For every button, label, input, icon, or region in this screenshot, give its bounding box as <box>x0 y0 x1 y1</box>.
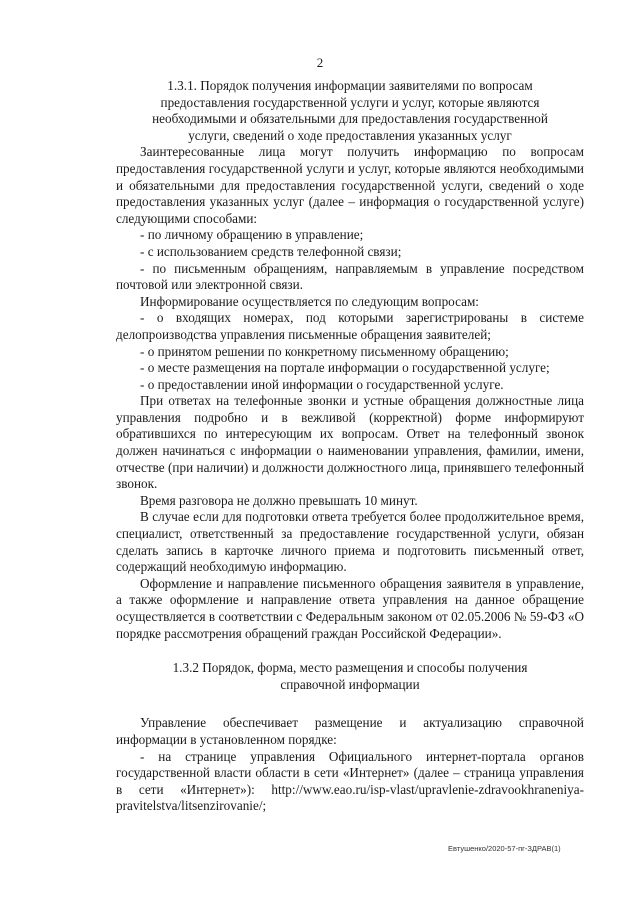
list-item: - о предоставлении иной информации о государственной услуге. <box>140 376 504 392</box>
spacer <box>116 642 584 660</box>
paragraph: Информирование осуществляется по следующим вопросам: <box>140 293 479 309</box>
list-item: - о входящих номерах, под которыми зарегистрированы в системе делопроизводства управления письменные обращения заявителей; <box>116 310 584 342</box>
list-item: - о принятом решении по конкретному письменному обращению; <box>140 343 509 359</box>
paragraph: Оформление и направление письменного обращения заявителя в управление, а также оформление и направление ответа управления на данное обращение осуществляется в соответствии с Федеральным законом от 02.05.2006 № 59-ФЗ «О порядке рассмотрения обращений граждан Российской Федерации». <box>116 575 584 641</box>
document-code-footer: Евтушенко/2020-57-пг-ЗДРАВ(1) <box>448 844 561 853</box>
list-item: - на странице управления Официального интернет-портала органов государственной власти области в сети «Интернет» (далее – страница управления в сети «Интернет»): http://www.eao.ru/isp-vlast/upravlenie-zdravookhraneniya-pravitelstva/litsenzirovanie/; <box>116 748 584 814</box>
section-heading-1-3-1: 1.3.1. Порядок получения информации заявителями по вопросам предоставления государственной услуги и услуг, которые являются необходимыми и обязательными для предоставления государственной услуги, сведений о ходе предоставления указанных услуг <box>152 78 548 143</box>
list-item: - о месте размещения на портале информации о государственной услуге; <box>140 360 550 376</box>
paragraph: Время разговора не должно превышать 10 минут. <box>140 492 418 508</box>
paragraph: Заинтересованные лица могут получить информацию по вопросам предоставления государственной услуги и услуг, которые являются необходимыми и обязательными для предоставления государственной услуги, сведений о ходе предоставления указанных услуг (далее – информация о государственной услуге) следующими способами: <box>116 144 584 226</box>
paragraph: Управление обеспечивает размещение и актуализацию справочной информации в установленном порядке: <box>116 715 584 747</box>
section-heading-1-3-2: 1.3.2 Порядок, форма, место размещения и способы получения справочной информации <box>172 660 528 692</box>
paragraph: В случае если для подготовки ответа требуется более продолжительное время, специалист, ответственный за предоставление государственной услуги, обязан сделать запись в карточке личного приема и подготовить письменный ответ, содержащий необходимую информацию. <box>116 509 584 575</box>
paragraph: При ответах на телефонные звонки и устные обращения должностные лица управления подробно и в вежливой (корректной) форме информируют обратившихся по интересующим их вопросам. Ответ на телефонный звонок должен начинаться с информации о наименовании управления, фамилии, имени, отчестве (при наличии) и должности должностного лица, принявшего телефонный звонок. <box>116 393 584 492</box>
spacer <box>116 693 584 715</box>
list-item: - по личному обращению в управление; <box>140 227 364 243</box>
document-body <box>116 78 584 815</box>
list-item: - с использованием средств телефонной связи; <box>140 243 402 259</box>
list-item: - по письменным обращениям, направляемым в управление посредством почтовой или электронной связи. <box>116 260 584 293</box>
page-number: 2 <box>316 55 324 70</box>
